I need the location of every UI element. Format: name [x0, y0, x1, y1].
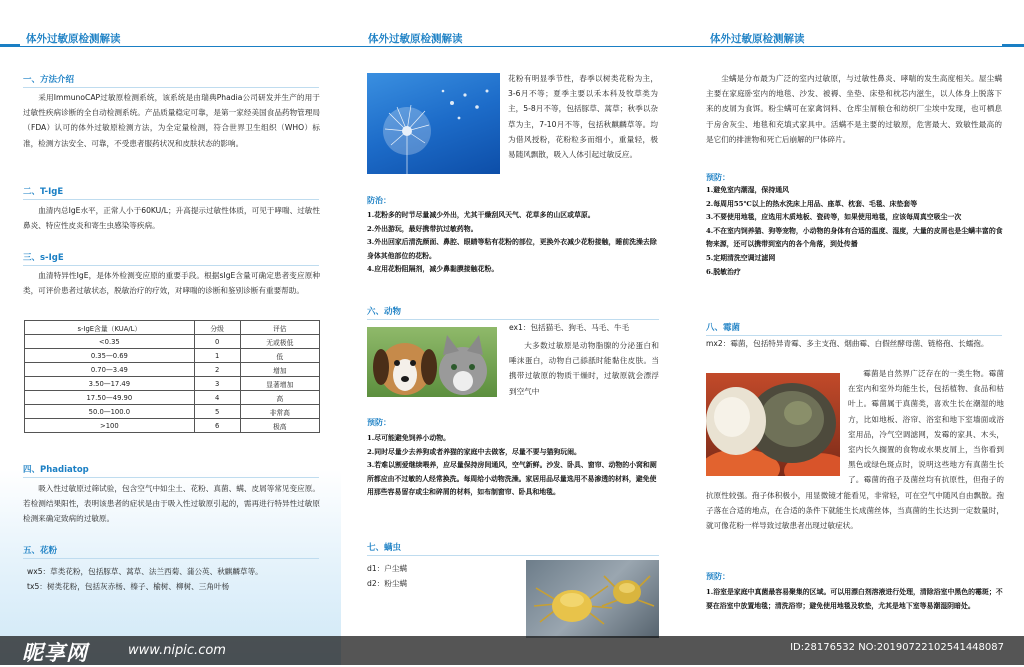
list-item: 5.定期清洗空调过滤网	[706, 253, 776, 262]
section-divider	[23, 265, 319, 266]
panel-1-title: 体外过敏原检测解读	[26, 33, 121, 45]
list-item: 1.尽可能避免饲养小动物。	[367, 434, 450, 442]
section-heading-pollen: 五、花粉	[23, 546, 58, 556]
header-accent	[1002, 44, 1024, 47]
list-item: 4.应用花粉阻隔剂，减少鼻黏膜接触花粉。	[367, 265, 499, 274]
panel-2-header	[341, 30, 682, 48]
table-cell: 0	[194, 335, 240, 349]
pollen-prevention-list	[367, 209, 663, 277]
section-divider	[23, 87, 319, 88]
sige-text: 血清特异性IgE，是体外检测变应原的重要手段。根据sIgE含量可确定患者变应原种类，可评价患者过敏状态，脱敏治疗的疗效，对哮喘的诊断和鉴别诊断有重要帮助。	[23, 271, 320, 296]
table-header-row	[25, 321, 320, 335]
table-row	[25, 349, 320, 363]
table-cell: 增加	[240, 363, 319, 377]
list-item: 2.每周用55℃以上的热水洗床上用品、座革、枕套、毛毯、床垫套等	[706, 199, 918, 208]
mite-description-text: 尘螨是分布最为广泛的室内过敏原，与过敏性鼻炎、哮喘的发生高度相关。屋尘螨主要在家庭卧室内的地毯、沙发、被褥、坐垫、床垫和枕芯内滋生，以人体身上脱落下来的皮屑为食饵。粉尘螨可在家禽饲料、仓库尘屑粮仓和纺织厂尘埃中发现，也可栖息于房舍灰尘、地毯和充填式家具中。活螨不是主要的过敏原，危害最大、致敏性最高的是它们的排泄物和死亡后崩解的尸体碎片。	[706, 74, 1002, 144]
table-cell: 1	[194, 349, 240, 363]
dog-cat-illustration	[367, 327, 497, 397]
section-divider	[23, 477, 319, 478]
section-divider	[367, 555, 659, 556]
sige-grade-table	[24, 320, 320, 433]
mold-description-content: 霉菌是自然界广泛存在的一类生物。霉菌在室内和室外均能生长，包括植物、食品和枯叶上。霉菌属于真菌类，喜欢生长在潮湿的地方，比如地板、浴帘、浴室和地下室墙面或浴室用品，冷气空调滤网，发霉的家具、木头，室内长久搁置的食物或水果皮屑上，当你看到黑色或绿色斑点时，说明这些地方有真菌生长了。霉菌的孢子及菌丝均有抗原性，但孢子的抗原性较强。孢子体积极小，用显微镜才能看见，非常轻，可在空气中随风自由飘散。孢子落在合适的地点，在合适的条件下就能生长成菌丝体，当真菌的生长达到一定数量时，就可像花粉一样导致过敏患者出现过敏症状。	[706, 369, 1004, 531]
animal-prevention-list	[367, 432, 663, 500]
table-cell: 极高	[240, 419, 319, 433]
list-item: 1.花粉多的时节尽量减少外出，尤其干燥刮风天气、花草多的山区或草原。	[367, 211, 595, 219]
panel-2-title: 体外过敏原检测解读	[368, 33, 463, 45]
mite-prevention-list	[706, 184, 1004, 279]
mold-description-text	[706, 366, 1004, 533]
table-cell: 6	[194, 419, 240, 433]
table-cell: 0.70—3.49	[25, 363, 195, 377]
image-spacer	[706, 366, 848, 486]
section-heading-mite: 七、螨虫	[367, 543, 402, 553]
watermark-url[interactable]: www.nipic.com	[128, 643, 226, 658]
prevention-heading: 防治：	[367, 196, 391, 205]
table-header: 评估	[240, 321, 319, 335]
section-heading-method: 一、方法介绍	[23, 75, 75, 85]
table-cell: 17.50—49.90	[25, 391, 195, 405]
watermark-id: ID:28176532 NO:20190722102541448087	[790, 642, 1004, 653]
panel-3	[682, 0, 1024, 665]
list-item: 6.脱敏治疗	[706, 267, 741, 276]
list-item: 2.同时尽量少去养狗或者养猫的家庭中去做客，尽量不要与猫狗玩闹。	[367, 447, 581, 456]
section-heading-mold: 八、霉菌	[706, 323, 741, 333]
table-row	[25, 419, 320, 433]
section-heading-animal: 六、动物	[367, 307, 402, 317]
mold-prevention-list	[706, 586, 1004, 613]
table-cell: >100	[25, 419, 195, 433]
tx5-text: tx5：树类花粉，包括灰赤杨、榛子、榆树、柳树、三角叶杨	[27, 582, 230, 591]
table-cell: 无或极低	[240, 335, 319, 349]
d1-text: d1：户尘螨	[367, 564, 408, 573]
table-row	[25, 405, 320, 419]
animal-allergen-text: 大多数过敏原是动物脂腺的分泌蛋白和唾沫蛋白，动物自己舔舐时能黏住皮肤。当携带过敏原的物质干燥时，过敏原就会漂浮到空气中	[509, 341, 659, 396]
prevention-heading: 预防：	[706, 173, 730, 182]
header-rule	[0, 46, 341, 47]
ex1-text: ex1：包括猫毛、狗毛、马毛、牛毛	[509, 323, 630, 332]
header-accent	[0, 44, 20, 47]
table-row	[25, 363, 320, 377]
table-row	[25, 391, 320, 405]
panel-2	[341, 0, 682, 665]
table-cell: <0.35	[25, 335, 195, 349]
watermark-logo: 昵享网	[22, 641, 88, 665]
pollen-season-text: 花粉有明显季节性，春季以树类花粉为主，3-6月不等；夏季主要以禾本科及牧草类为主，5-8月不等，包括豚草、蒿草；秋季以杂草为主，7-10月不等，包括秋麒麟草等。均为借风授粉，花粉粒多而细小，重量轻，极易随风飘散，吸入人体引起过敏反应。	[508, 74, 658, 160]
mx2-text: mx2：霉菌，包括特异青霉、多主支孢、烟曲霉、白假丝酵母菌、链格孢、长蠕孢。	[706, 339, 989, 348]
table-cell: 3	[194, 377, 240, 391]
table-cell: 5	[194, 405, 240, 419]
header-rule	[341, 46, 682, 47]
section-divider	[23, 199, 319, 200]
tige-text: 血清内总IgE水平，正常人小于60KU/L；升高提示过敏性体质，可见于哮喘、过敏性鼻炎、特应性皮炎和寄生虫感染等疾病。	[23, 206, 320, 231]
table-cell: 0.35—0.69	[25, 349, 195, 363]
list-item: 3.外出回家后清洗颜面、鼻腔、眼睛等粘有花粉的部位，更换外衣减少花粉接触，睡前洗澡去除身体其他部位的花粉。	[367, 238, 657, 260]
list-item: 4.不在室内饲养猫、狗等宠物，小动物的身体有合适的温度、湿度，大量的皮屑也是尘螨丰富的食物来源，还可以携带到室内的各个角落，到处传播	[706, 226, 1003, 249]
dust-mite-image	[526, 560, 659, 638]
table-cell: 4	[194, 391, 240, 405]
section-divider	[23, 558, 319, 559]
table-row	[25, 377, 320, 391]
d2-text: d2：粉尘螨	[367, 579, 408, 588]
table-cell: 3.50—17.49	[25, 377, 195, 391]
list-item: 2.外出游玩，最好携带抗过敏药物。	[367, 224, 478, 233]
table-cell: 50.0—100.0	[25, 405, 195, 419]
list-item: 1.避免室内潮湿，保持通风	[706, 186, 789, 194]
method-text: 采用ImmunoCAP过敏原检测系统，该系统是由瑞典Phadia公司研发并生产的用于过敏性疾病诊断的全自动检测系统。产品质量稳定可靠，是第一家经美国食品药物管理局（FDA）认可的体外过敏原检测方法，为全定量检测，符合世界卫生组织（WHO）标准，检测方法安全、可靠，不受患者服药状况和皮肤状态的影响。	[23, 93, 320, 148]
table-header: s-IgE含量（KUA/L）	[25, 321, 195, 335]
dandelion-illustration	[367, 73, 500, 174]
table-row	[25, 335, 320, 349]
dog-cat-image	[367, 327, 497, 397]
dust-mite-illustration	[526, 560, 659, 638]
section-heading-phadiatop: 四、Phadiatop	[23, 465, 89, 475]
table-cell: 高	[240, 391, 319, 405]
table-cell: 显著增加	[240, 377, 319, 391]
section-heading-tige: 二、T-IgE	[23, 187, 64, 197]
list-item: 3.不要使用地毯，应选用木质地板、瓷砖等，如果使用地毯，应该每周真空吸尘一次	[706, 213, 962, 222]
panel-3-title: 体外过敏原检测解读	[710, 33, 805, 45]
header-rule	[682, 46, 1024, 47]
prevention-heading: 预防：	[367, 418, 391, 427]
table-cell: 2	[194, 363, 240, 377]
panel-3-header	[682, 30, 1024, 48]
table-cell: 非常高	[240, 405, 319, 419]
dandelion-image	[367, 73, 500, 174]
phadiatop-text: 吸入性过敏原过筛试验，包含空气中如尘土、花粉、真菌、螨、皮屑等常见变应原。若检测结果阳性，表明该患者的症状是由于吸入性过敏原引起的，需再进行特异性过敏原检测来确定致病的过敏原。	[23, 484, 320, 524]
table-header: 分级	[194, 321, 240, 335]
prevention-heading: 预防：	[706, 572, 730, 581]
list-item: 1.浴室是家庭中真菌最容易聚集的区域。可以用漂白剂溶液进行处理，清除浴室中黑色的霉斑；不要在浴室中放置地毯；清洗浴帘；避免使用地毯及软垫，尤其是地下室等易潮湿阴暗处。	[706, 588, 1003, 610]
wx5-text: wx5：草类花粉，包括豚草、蒿草、法兰西菊、蒲公英、秋麒麟草等。	[27, 567, 263, 576]
list-item: 3.若难以割爱继续喂养，应尽量保持房间通风，空气新鲜。沙发、卧具、窗帘、动物的小窝和厕所都应由不过敏的人经常换洗。每周给小动物洗澡。家居用品尽量选用不易渗透的材料，避免使用那些容易留存或尘和碎屑的材料，如布制窗帘、卧具和地毯。	[367, 461, 657, 497]
watermark-bar	[0, 636, 1024, 665]
section-heading-sige: 三、s-IgE	[23, 253, 64, 263]
panel-1	[0, 0, 341, 665]
panel-1-header	[0, 30, 341, 48]
table-cell: 低	[240, 349, 319, 363]
